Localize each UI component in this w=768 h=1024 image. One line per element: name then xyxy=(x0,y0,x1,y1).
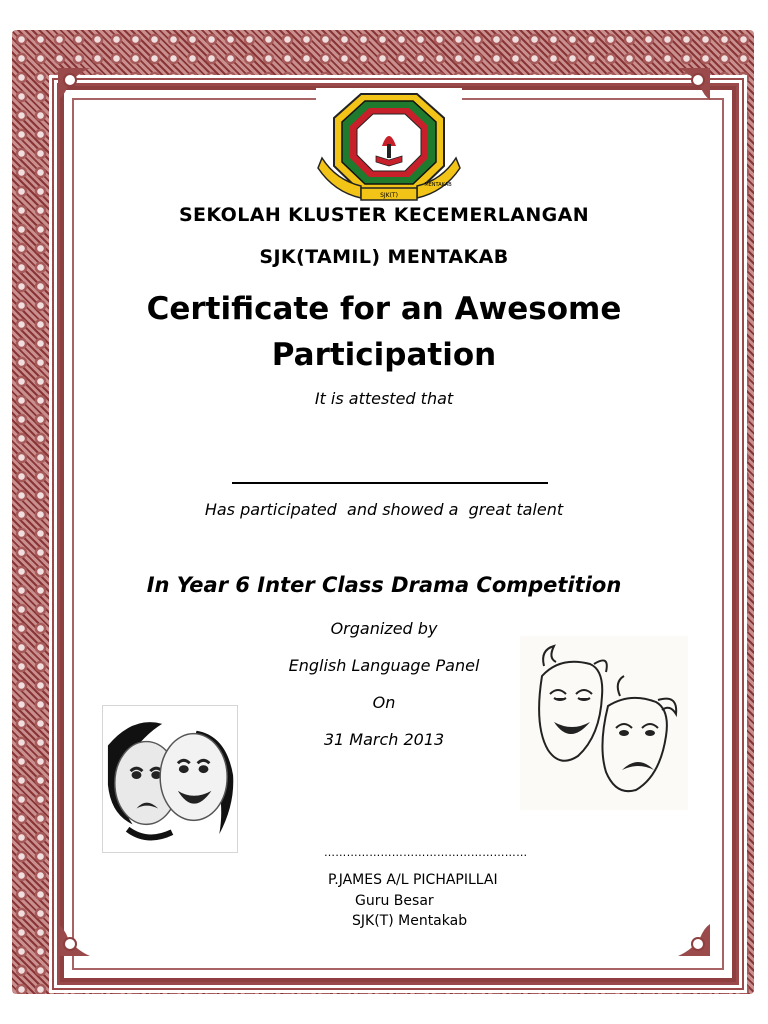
signatory-school: SJK(T) Mentakab xyxy=(352,913,468,929)
signature-dotted-line: ……………………………………………… xyxy=(324,846,528,859)
corner-ornament-icon xyxy=(664,66,712,114)
signatory-name: P.JAMES A/L PICHAPILLAI xyxy=(328,872,498,888)
crest-ribbon-text: SJK(T) xyxy=(380,192,398,199)
name-blank-line xyxy=(232,482,548,484)
organized-by-label: Organized by xyxy=(330,619,438,638)
corner-ornament-icon xyxy=(664,910,712,958)
corner-ornament-icon xyxy=(56,910,104,958)
school-name-line2: SJK(TAMIL) MENTAKAB xyxy=(259,246,509,268)
corner-ornament-icon xyxy=(56,66,104,114)
attest-text: It is attested that xyxy=(314,389,454,408)
participated-text: Has participated and showed a great talent xyxy=(204,500,564,519)
certificate-title: Certificate for an Awesome Participation xyxy=(146,291,622,373)
competition-name: In Year 6 Inter Class Drama Competition xyxy=(146,573,622,597)
organizer-name: English Language Panel xyxy=(288,656,480,675)
school-name-line1: SEKOLAH KLUSTER KECEMERLANGAN xyxy=(178,204,590,226)
signatory-role: Guru Besar xyxy=(355,893,434,909)
on-label: On xyxy=(372,693,396,712)
crest-ribbon-text-right: MENTAKAB xyxy=(424,182,452,188)
school-crest-icon xyxy=(316,88,462,206)
drama-masks-photo-icon xyxy=(102,705,238,853)
event-date: 31 March 2013 xyxy=(323,730,445,749)
drama-masks-sketch-icon xyxy=(520,636,688,810)
